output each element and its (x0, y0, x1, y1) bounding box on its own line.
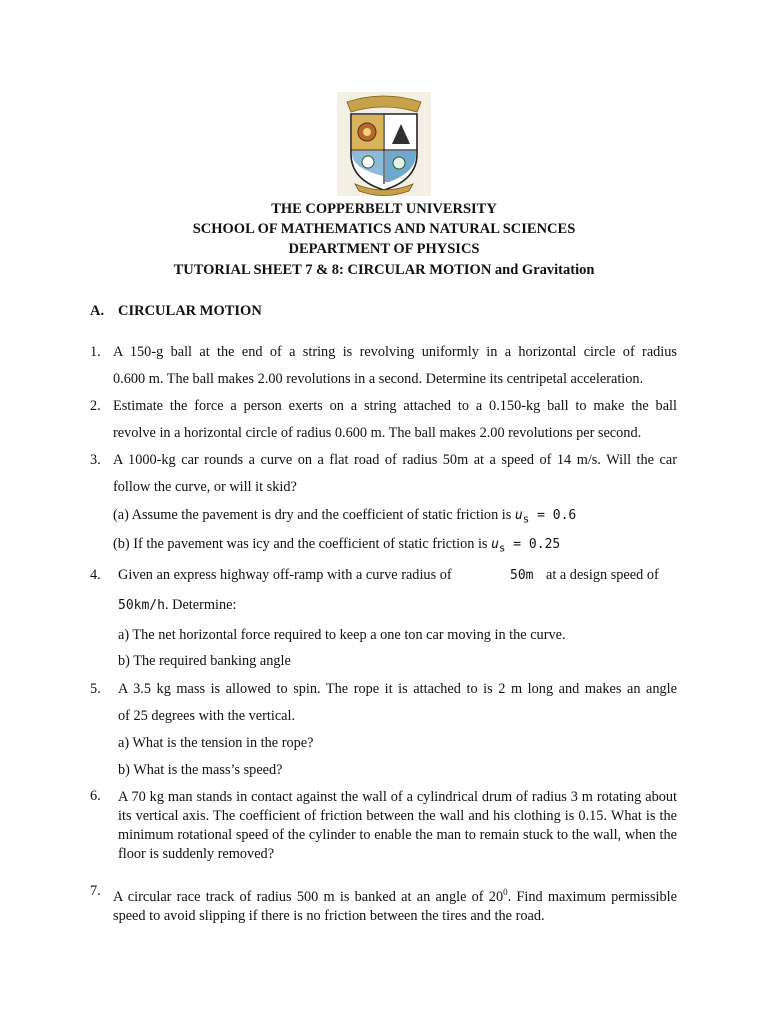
question-text: A 150-g ball at the end of a string is revolving uniformly in a horizontal circle of radius (113, 344, 677, 360)
sub-question-text: a) What is the tension in the rope? (118, 735, 314, 751)
university-crest-logo (337, 92, 431, 196)
sub-question-text: (a) Assume the pavement is dry and the coefficient of static friction is (113, 507, 512, 523)
section-heading (90, 303, 262, 320)
university-name: THE COPPERBELT UNIVERSITY (271, 201, 497, 217)
sub-question-text: (b) If the pavement was icy and the coefficient of static friction is (113, 536, 488, 552)
question-text: at a design speed of (546, 567, 659, 583)
sub-question-text: b) The required banking angle (118, 653, 291, 669)
question-text: A 1000-kg car rounds a curve on a flat road of radius 50m at a speed of 14 m/s. Will the car (113, 452, 677, 468)
sub-question-text: b) What is the mass’s speed? (118, 762, 283, 778)
question-number: 5. (90, 681, 101, 697)
math-expression: 50km/h (118, 598, 165, 613)
question-number: 6. (90, 788, 101, 804)
math-expression: $u_s = 0.25$ (491, 537, 561, 555)
question-number: 7. (90, 883, 101, 899)
sub-question-text: a) The net horizontal force required to keep a one ton car moving in the curve. (118, 627, 566, 643)
question-number: 3. (90, 452, 101, 468)
question-text: revolve in a horizontal circle of radius 0.600 m. The ball makes 2.00 revolutions per second. (113, 425, 642, 441)
question-number: 1. (90, 344, 101, 360)
school-name: SCHOOL OF MATHEMATICS AND NATURAL SCIENCES (192, 221, 576, 237)
question-text: 0.600 m. The ball makes 2.00 revolutions in a second. Determine its centripetal acceleration. (113, 371, 644, 387)
sub-question (113, 507, 576, 526)
question-text: A circular race track of radius 500 m is banked at an angle of $20^0$. Find maximum permissible speed to avoid slipping if there is no friction between the tires and the road. (113, 887, 677, 924)
department-name: DEPARTMENT OF PHYSICS (288, 241, 480, 257)
question-number: 4. (90, 567, 101, 583)
question-text: Given an express highway off-ramp with a curve radius of (118, 567, 452, 583)
tutorial-title: TUTORIAL SHEET 7 & 8: CIRCULAR MOTION and Gravitation (173, 262, 595, 278)
question-text: Estimate the force a person exerts on a string attached to a 0.150-kg ball to make the ball (113, 398, 677, 414)
section-label: A. (90, 303, 105, 319)
question-text: A 70 kg man stands in contact against the wall of a cylindrical drum of radius 3 m rotating about its vertical axis. The coefficient of friction between the wall and his clothing is 0.15. What is the minimum rotational speed of the cylinder to enable the man to remain stuck to the wall, when the floor is suddenly removed? (118, 789, 677, 862)
question-text: follow the curve, or will it skid? (113, 479, 297, 495)
sub-question (113, 536, 560, 555)
question-text: 50km/h. Determine: (118, 597, 237, 613)
question-text: A 3.5 kg mass is allowed to spin. The rope it is attached to is 2 m long and makes an angle (118, 681, 677, 697)
section-title: CIRCULAR MOTION (118, 303, 262, 319)
question-number: 2. (90, 398, 101, 414)
math-expression: 50m (510, 568, 534, 583)
math-expression: $u_s = 0.6$ (514, 508, 577, 526)
question-text: of 25 degrees with the vertical. (118, 708, 296, 724)
